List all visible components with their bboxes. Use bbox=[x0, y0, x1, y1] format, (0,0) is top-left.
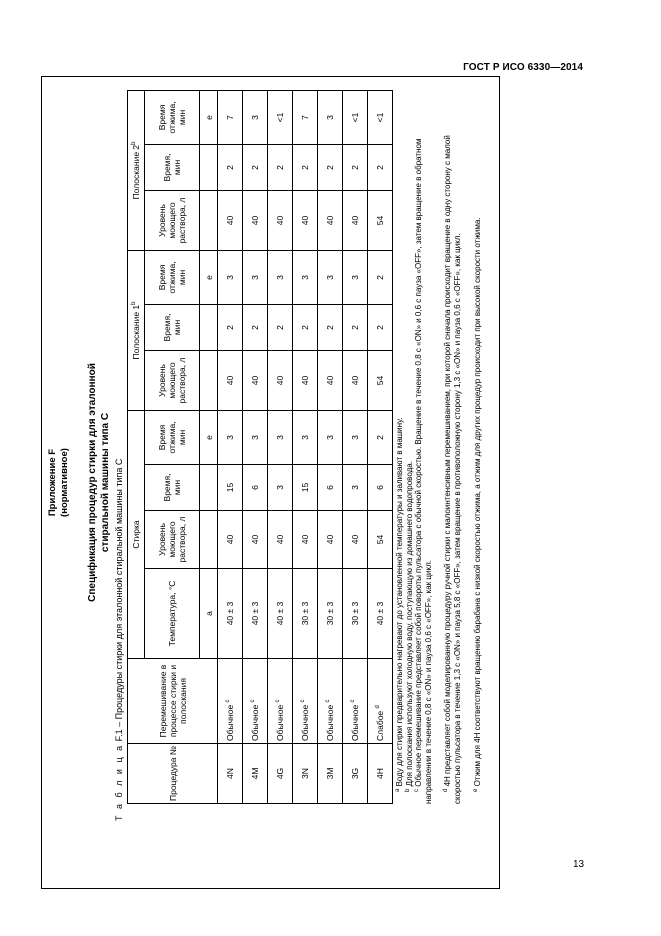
header-rinse1 bbox=[128, 250, 145, 410]
cell-level-wash: 40 bbox=[268, 511, 293, 569]
section-title bbox=[86, 76, 112, 889]
header-time-rinse1-note bbox=[200, 304, 218, 350]
header-rinse1-label: Полоскание 1 bbox=[131, 304, 141, 360]
cell-procedure: 4G bbox=[268, 744, 293, 804]
cell-time-wash: 3 bbox=[268, 465, 293, 511]
header-rinse2 bbox=[128, 90, 145, 250]
table-row bbox=[293, 90, 318, 803]
agitation-label: Обычное bbox=[350, 704, 360, 741]
agitation-label: Обычное bbox=[325, 704, 335, 741]
cell-spin-rinse1: 3 bbox=[268, 250, 293, 304]
header-spin-wash-note: e bbox=[200, 410, 218, 464]
cell-level-rinse1: 40 bbox=[268, 350, 293, 410]
cell-agitation bbox=[218, 659, 243, 744]
cell-level-wash: 40 bbox=[318, 511, 343, 569]
cell-time-rinse2: 2 bbox=[268, 144, 293, 190]
agitation-footnote: c bbox=[225, 699, 231, 703]
cell-time-rinse1: 2 bbox=[218, 304, 243, 350]
cell-level-wash: 40 bbox=[218, 511, 243, 569]
section-title-line2: стиральной машины типа С bbox=[100, 412, 111, 553]
header-time-rinse2-note bbox=[200, 144, 218, 190]
footnote-c-mark: c bbox=[414, 789, 421, 792]
cell-time-wash: 3 bbox=[343, 465, 368, 511]
cell-spin-wash: 3 bbox=[218, 410, 243, 464]
cell-level-rinse1: 40 bbox=[343, 350, 368, 410]
cell-temperature: 40 ± 3 bbox=[218, 569, 243, 659]
footnote-d-text: 4H представляет собой моделированную процедуру ручной стирки с малоинтенсивным перемешиванием, при которой сначала происходит вращение в одну сторону с малой скоростью пульсатора в течение 1,3 с «ON» и пауза 5,8 с «OFF», затем вращение в противоположную сторону 1,3 с «ON» и пауза 0,6 с «OFF», как цикл. bbox=[443, 135, 462, 804]
table-row bbox=[368, 90, 393, 803]
footnote-a-text: Воду для стирки предварительно нагревают до установленной температуры и заливают в машину. bbox=[395, 417, 404, 789]
agitation-label: Обычное bbox=[275, 704, 285, 741]
section-title-line1: Спецификация процедур стирки для эталонной bbox=[87, 363, 98, 602]
cell-procedure: 3G bbox=[343, 744, 368, 804]
footnote-b-text: Для полоскания используют холодную воду, поступающую из домашнего водопровода. bbox=[404, 461, 414, 789]
table-caption-prefix: Т а б л и ц а bbox=[114, 743, 124, 821]
header-level-rinse1-note bbox=[200, 350, 218, 410]
cell-spin-rinse1: 3 bbox=[243, 250, 268, 304]
cell-level-rinse2: 40 bbox=[318, 190, 343, 250]
cell-spin-rinse1: 3 bbox=[293, 250, 318, 304]
cell-procedure: 4M bbox=[243, 744, 268, 804]
cell-time-rinse2: 2 bbox=[368, 144, 393, 190]
cell-agitation bbox=[368, 659, 393, 744]
cell-temperature: 30 ± 3 bbox=[293, 569, 318, 659]
page-number: 13 bbox=[573, 859, 585, 870]
cell-spin-wash: 3 bbox=[343, 410, 368, 464]
cell-level-rinse1: 40 bbox=[293, 350, 318, 410]
cell-procedure: 3N bbox=[293, 744, 318, 804]
footnote-e-mark: e bbox=[472, 788, 479, 792]
cell-spin-rinse2: 3 bbox=[318, 90, 343, 144]
annex-heading bbox=[47, 76, 71, 889]
footnote-c bbox=[414, 98, 433, 804]
cell-time-rinse1: 2 bbox=[243, 304, 268, 350]
footnote-e-text: Отжим для 4H соответствуют вращению барабана с низкой скоростью отжима, а отжим для других процедур происходит при высокой скорости отжима. bbox=[472, 217, 482, 789]
cell-time-rinse1: 2 bbox=[293, 304, 318, 350]
header-level-wash-note bbox=[200, 511, 218, 569]
cell-time-rinse1: 2 bbox=[343, 304, 368, 350]
cell-time-wash: 15 bbox=[293, 465, 318, 511]
cell-spin-rinse2: 7 bbox=[293, 90, 318, 144]
cell-level-rinse2: 40 bbox=[343, 190, 368, 250]
cell-time-wash: 6 bbox=[318, 465, 343, 511]
cell-time-rinse1: 2 bbox=[368, 304, 393, 350]
header-spin-rinse2: Время отжима, мин bbox=[145, 90, 200, 144]
agitation-label: Обычное bbox=[225, 704, 235, 741]
header-rinse2-label: Полоскание 2 bbox=[131, 144, 141, 200]
header-rinse1-footnote: b bbox=[131, 301, 137, 305]
cell-temperature: 40 ± 3 bbox=[368, 569, 393, 659]
cell-level-rinse2: 40 bbox=[218, 190, 243, 250]
header-rinse2-footnote: b bbox=[131, 141, 137, 145]
annex-status: (нормативное) bbox=[59, 448, 70, 517]
agitation-footnote: c bbox=[325, 699, 331, 703]
table-row bbox=[268, 90, 293, 803]
cell-time-rinse1: 2 bbox=[318, 304, 343, 350]
header-time-rinse1: Время, мин bbox=[145, 304, 200, 350]
header-time-rinse2: Время, мин bbox=[145, 144, 200, 190]
annex-title: Приложение F bbox=[47, 448, 58, 517]
cell-temperature: 30 ± 3 bbox=[318, 569, 343, 659]
cell-level-rinse2: 54 bbox=[368, 190, 393, 250]
cell-time-rinse2: 2 bbox=[243, 144, 268, 190]
table-row bbox=[318, 90, 343, 803]
cell-time-rinse1: 2 bbox=[268, 304, 293, 350]
header-procedure: Процедура № bbox=[128, 744, 218, 804]
cell-procedure: 4N bbox=[218, 744, 243, 804]
footnote-d bbox=[443, 98, 462, 804]
cell-spin-rinse2: <1 bbox=[343, 90, 368, 144]
table-row bbox=[243, 90, 268, 803]
cell-time-rinse2: 2 bbox=[293, 144, 318, 190]
cell-spin-wash: 3 bbox=[243, 410, 268, 464]
footnote-a bbox=[395, 98, 405, 804]
cell-spin-wash: 3 bbox=[318, 410, 343, 464]
cell-agitation bbox=[343, 659, 368, 744]
table-caption bbox=[114, 459, 124, 821]
cell-agitation bbox=[318, 659, 343, 744]
footnote-c-text: Обычное перемешивание представляет собой повороты пульсатора с обычной скоростью. Вращение в течение 0,8 с «ON» и 0,6 с пауза «OFF», затем вращение в обратном направлении в течение 0,8 с «ON» и пауза 0,6 с «OFF», как цикл. bbox=[414, 138, 433, 804]
cell-spin-rinse1: 2 bbox=[368, 250, 393, 304]
footnote-d-mark: d bbox=[443, 788, 450, 792]
wash-procedures-table bbox=[127, 90, 393, 804]
agitation-label: Обычное bbox=[300, 704, 310, 741]
cell-spin-rinse2: <1 bbox=[368, 90, 393, 144]
header-time-wash-note bbox=[200, 465, 218, 511]
header-level-rinse2: Уровень моющего раствора, л bbox=[145, 190, 200, 250]
footnote-e bbox=[473, 98, 483, 804]
header-level-wash: Уровень моющего раствора, л bbox=[145, 511, 200, 569]
cell-level-rinse1: 40 bbox=[243, 350, 268, 410]
cell-level-rinse2: 40 bbox=[268, 190, 293, 250]
header-spin-wash: Время отжима, мин bbox=[145, 410, 200, 464]
cell-time-rinse2: 2 bbox=[318, 144, 343, 190]
table-header-group-row bbox=[128, 90, 145, 803]
cell-level-rinse2: 40 bbox=[243, 190, 268, 250]
cell-agitation bbox=[243, 659, 268, 744]
cell-time-wash: 6 bbox=[368, 465, 393, 511]
cell-spin-rinse2: 3 bbox=[243, 90, 268, 144]
cell-time-wash: 15 bbox=[218, 465, 243, 511]
table-row bbox=[343, 90, 368, 803]
header-spin-rinse1: Время отжима, мин bbox=[145, 250, 200, 304]
header-level-rinse1: Уровень моющего раствора, л bbox=[145, 350, 200, 410]
cell-spin-wash: 3 bbox=[293, 410, 318, 464]
table-footnotes bbox=[395, 98, 482, 804]
cell-time-rinse2: 2 bbox=[343, 144, 368, 190]
footnote-b-mark: b bbox=[404, 788, 411, 792]
cell-temperature: 30 ± 3 bbox=[343, 569, 368, 659]
agitation-footnote: d bbox=[375, 705, 381, 709]
cell-time-wash: 6 bbox=[243, 465, 268, 511]
cell-procedure: 3M bbox=[318, 744, 343, 804]
cell-spin-wash: 2 bbox=[368, 410, 393, 464]
cell-temperature: 40 ± 3 bbox=[243, 569, 268, 659]
cell-level-rinse1: 40 bbox=[218, 350, 243, 410]
agitation-footnote: c bbox=[275, 699, 281, 703]
agitation-label: Слабое bbox=[375, 710, 385, 741]
cell-level-wash: 40 bbox=[343, 511, 368, 569]
cell-agitation bbox=[293, 659, 318, 744]
cell-spin-rinse2: <1 bbox=[268, 90, 293, 144]
header-spin-rinse2-note: e bbox=[200, 90, 218, 144]
header-temperature-note: a bbox=[200, 569, 218, 659]
table-row bbox=[218, 90, 243, 803]
cell-level-wash: 40 bbox=[243, 511, 268, 569]
cell-level-rinse1: 40 bbox=[318, 350, 343, 410]
agitation-footnote: c bbox=[250, 699, 256, 703]
footnote-b bbox=[405, 98, 415, 804]
header-wash: Стирка bbox=[128, 410, 145, 658]
footnote-a-mark: a bbox=[395, 788, 401, 792]
cell-level-wash: 40 bbox=[293, 511, 318, 569]
cell-level-wash: 54 bbox=[368, 511, 393, 569]
standard-number: ГОСТ Р ИСО 6330—2014 bbox=[463, 62, 583, 73]
rotated-annex-content bbox=[41, 76, 500, 889]
cell-time-rinse2: 2 bbox=[218, 144, 243, 190]
cell-temperature: 40 ± 3 bbox=[268, 569, 293, 659]
cell-spin-wash: 3 bbox=[268, 410, 293, 464]
cell-level-rinse2: 40 bbox=[293, 190, 318, 250]
cell-agitation bbox=[268, 659, 293, 744]
table-caption-text: F.1 – Процедуры стирки для эталонной стиральной машины типа С bbox=[114, 458, 124, 744]
agitation-label: Обычное bbox=[250, 704, 260, 741]
cell-spin-rinse1: 3 bbox=[218, 250, 243, 304]
agitation-footnote: c bbox=[300, 699, 306, 703]
cell-spin-rinse1: 3 bbox=[318, 250, 343, 304]
cell-procedure: 4H bbox=[368, 744, 393, 804]
header-time-wash: Время, мин bbox=[145, 465, 200, 511]
cell-spin-rinse2: 7 bbox=[218, 90, 243, 144]
cell-spin-rinse1: 3 bbox=[343, 250, 368, 304]
header-agitation: Перемешивание в процессе стирки и полоскания bbox=[128, 659, 218, 744]
header-spin-rinse1-note: e bbox=[200, 250, 218, 304]
header-level-rinse2-note bbox=[200, 190, 218, 250]
agitation-footnote: c bbox=[350, 699, 356, 703]
cell-level-rinse1: 54 bbox=[368, 350, 393, 410]
header-temperature: Температура, °С bbox=[145, 569, 200, 659]
